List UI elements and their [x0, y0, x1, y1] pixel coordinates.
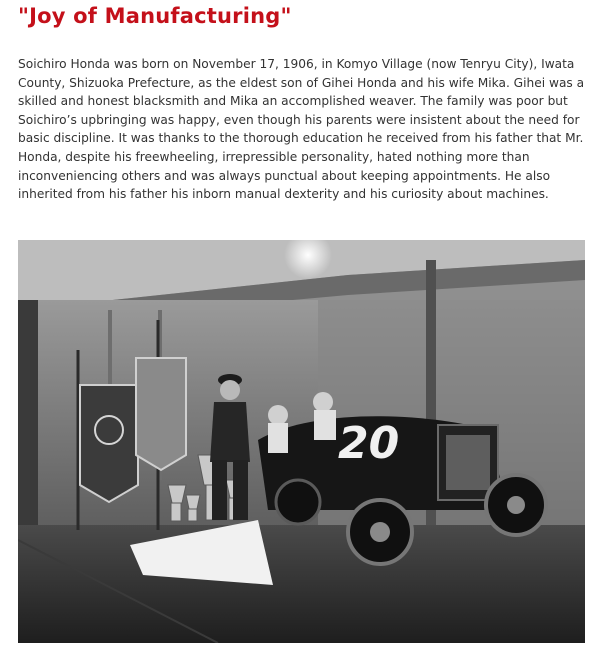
garage-floor: [18, 525, 585, 643]
historical-photo: [18, 240, 585, 643]
page-title: "Joy of Manufacturing": [18, 4, 292, 28]
article-paragraph: Soichiro Honda was born on November 17, 1906, in Komyo Village (now Tenryu City), Iwata County, Shizuoka Prefecture, as the eldest son of Gihei Honda and his wife Mika. Gihei was a skilled and honest blacksmith and Mika an accomplished weaver. The family was poor but Soichiro’s upbringing was happy, even though his parents were insistent about the need for basic discipline. It was thanks to the thorough education he received from his father that Mr. Honda, despite his freewheeling, irrepressible personality, hated nothing more than inconveniencing others and was always punctual about keeping appointments. He also inherited from his father his inborn manual dexterity and his curiosity about machines.: [18, 57, 585, 202]
car-number: 20: [338, 418, 400, 469]
